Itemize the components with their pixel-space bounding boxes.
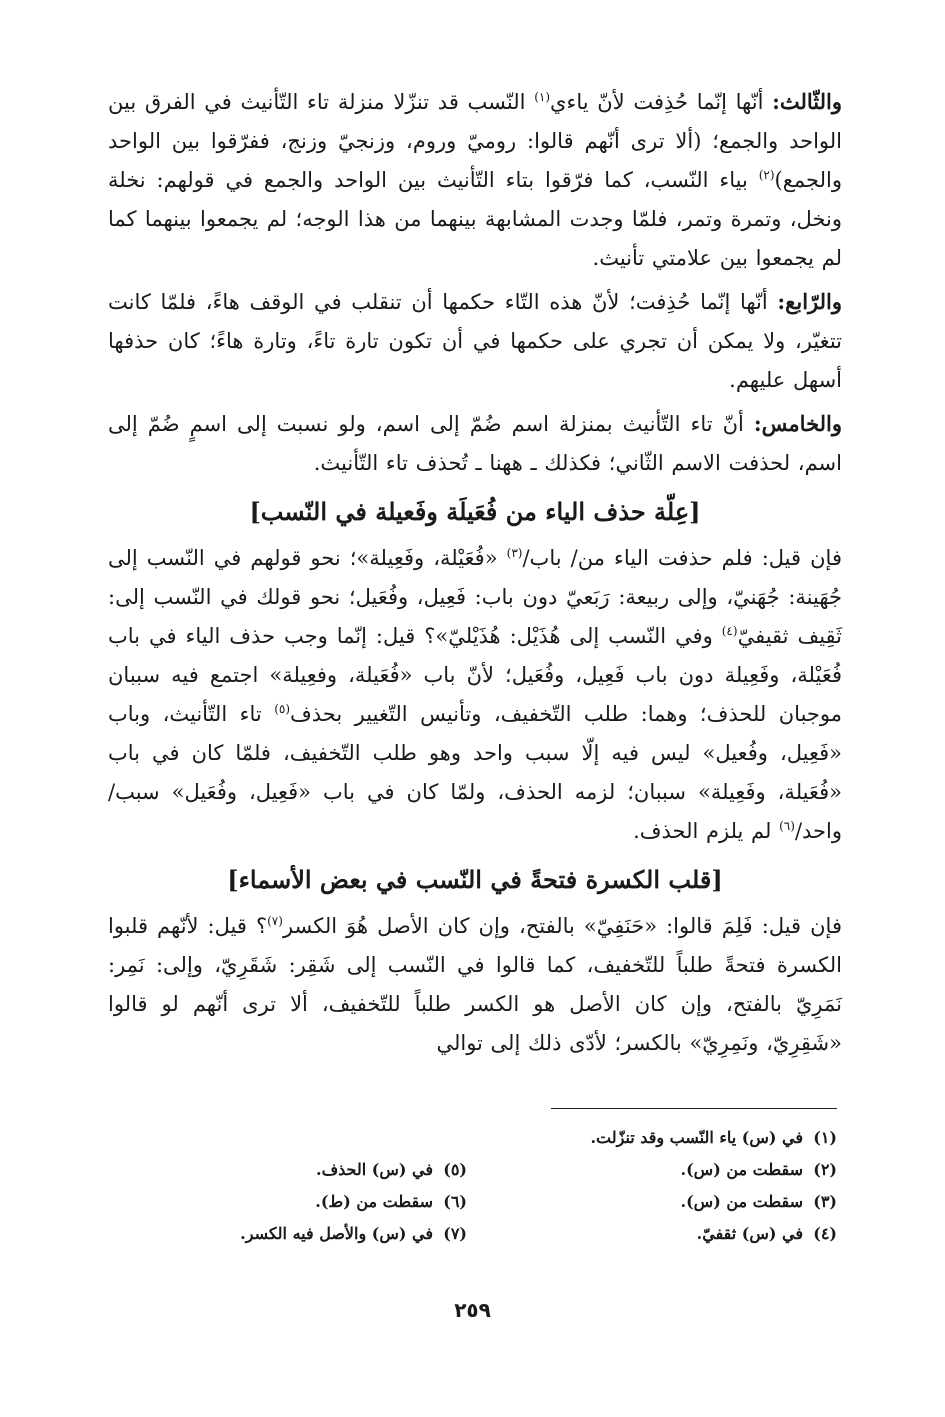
paragraph-question-2 [108,907,842,1063]
paragraph-text: ؟ قيل: لأنّهم قلبوا الكسرة فتحةً طلباً للتّخفيف، كما قالوا في النّسب إلى شَقِر: شَقَرِيّ، وإلى: نَمِر: نَمَرِيّ بالفتح، وإن كان الأصل هو الكسر طلباً للتّخفيف، ألا ترى أنّهم لو قالوا «شَقِرِيّ، ونَمِرِيّ» بالكسر؛ لأدّى ذلك إلى توالي [108,914,842,1055]
paragraph-text: وفي النّسب إلى هُذَيْل: هُذَيْليّ»؟ قيل: إنّما وجب حذف الياء في باب فُعَيْلة، وفَعِيلة دون باب فَعِيل، وفُعَيل؛ لأنّ باب «فُعَيلة، وفعِيلة» اجتمع فيه سببان موجبان للحذف؛ وهما: طلب التّخفيف، وتأنيس التّغيير بحذف [108,624,842,726]
footnote-number: (٢) [813,1160,837,1179]
footnote-ref[interactable]: (١) [534,90,551,104]
paragraph-question-1 [108,539,842,851]
footnote-text: في (س) ثقفيّ. [696,1224,803,1243]
paragraph-text: أنّها إنّما حُذِفت؛ لأنّ هذه التّاء حكمها أن تنقلب في الوقف هاءً، فلمّا كانت تتغيّر، ولا يمكن أن تجري على حكمها في أن تكون تارة تاءً، وتارة هاءً؛ كان حذفها أسهل عليهم. [108,290,842,392]
paragraph-text: أنّ تاء التّأنيث بمنزلة اسم ضُمّ إلى اسم، ولو نسبت إلى اسمٍ ضُمّ إلى اسم، لحذفت الاسم الثّاني؛ فكذلك ـ ههنا ـ تُحذف تاء التّأنيث. [108,412,842,475]
paragraph-text: تاء التّأنيث، وباب «فَعِيل، وفُعيل» ليس فيه إلّا سبب واحد وهو طلب التّخفيف، فلمّا كان في باب «فُعَيلة، وفَعِيلة» سببان؛ لزمه الحذف، ولمّا كان في باب «فَعِيل، وفُعَيل» سبب/ واحد/ [108,702,842,843]
footnote-divider [551,1108,837,1109]
paragraph-text: فإن قيل: فَلِمَ قالوا: «حَنَفِيّ» بالفتح، وإن كان الأصل هُوَ الكسر [282,914,842,938]
footnote-text: سقطت من (ط). [315,1192,433,1211]
page-number: ٢٥٩ [454,1298,491,1322]
paragraph-lead: والخامس: [753,411,842,436]
footnote-item [107,1186,467,1218]
section-heading: [قلب الكسرة فتحةً في النّسب في بعض الأسماء] [227,865,723,894]
paragraph-text: بياء النّسب، كما فرّقوا بتاء التّأنيث بين الواحد والجمع في قولهم: نخلة ونخل، وتمرة وتمر، فلمّا وجدت المشابهة بينهما من هذا الوجه؛ لم يجمعوا بينهما كما لم يجمعوا بين علامتي تأنيث. [108,168,842,270]
footnote-text: سقطت من (س). [680,1160,803,1179]
footnote-text: في (س) الحذف. [316,1160,433,1179]
footnote-item [107,1218,467,1250]
paragraph-fifth [108,404,842,483]
paragraph-text: النّسب قد تنزّلا منزلة تاء التّأنيث في الفرق بين الواحد والجمع؛ (ألا ترى أنّهم قالوا: روميّ وروم، وزنجيّ وزنج، ففرّقوا بين الواحد والجمع) [108,90,842,192]
footnote-item [497,1186,837,1218]
footnote-ref[interactable]: (٢) [758,168,775,182]
footnote-text: في (س) ياء النّسب وقد تنزّلت. [590,1128,803,1147]
footnote-number: (١) [813,1128,837,1147]
footnote-number: (٧) [443,1224,467,1243]
footnote-number: (٥) [443,1160,467,1179]
footnote-text: سقطت من (س). [680,1192,803,1211]
footnotes-column-left [107,1154,467,1250]
paragraph-text: أنّها إنّما حُذِفت لأنّ ياءي [550,90,773,114]
footnote-ref[interactable]: (٧) [267,914,283,928]
footnote-item [497,1122,837,1154]
footnote-text: في (س) والأصل فيه الكسر. [240,1224,433,1243]
footnote-number: (٤) [813,1224,837,1243]
footnote-item [497,1154,837,1186]
footnotes-column-right [497,1122,837,1250]
paragraph-text: لم يلزم الحذف. [633,819,780,843]
paragraph-lead: والثّالث: [772,89,842,114]
paragraph-text: «فُعَيْلة، وفَعِيلة»؛ نحو قولهم في النّسب إلى جُهَينة: جُهَنيّ، وإلى ربيعة: رَبَعيّ دون باب: فَعِيل، وفُعَيل؛ نحو قولك في النّسب إلى: ثَقِيف ثقيفيّ [108,546,843,648]
paragraph-lead: والرّابع: [777,289,842,314]
footnote-number: (٦) [443,1192,467,1211]
footnote-number: (٣) [813,1192,837,1211]
paragraph-fourth [108,282,842,400]
paragraph-third [108,82,842,278]
footnote-ref[interactable]: (٥) [274,702,291,716]
section-heading: [عِلّة حذف الياء من فُعَيلَة وفَعيلة في النّسب] [249,497,701,526]
footnote-item [107,1154,467,1186]
footnote-ref[interactable]: (٤) [721,624,738,638]
footnote-ref[interactable]: (٦) [779,819,795,833]
paragraph-text: فإن قيل: فلم حذفت الياء من/ باب/ [522,546,842,570]
footnote-item [497,1218,837,1250]
footnote-ref[interactable]: (٣) [506,546,523,560]
